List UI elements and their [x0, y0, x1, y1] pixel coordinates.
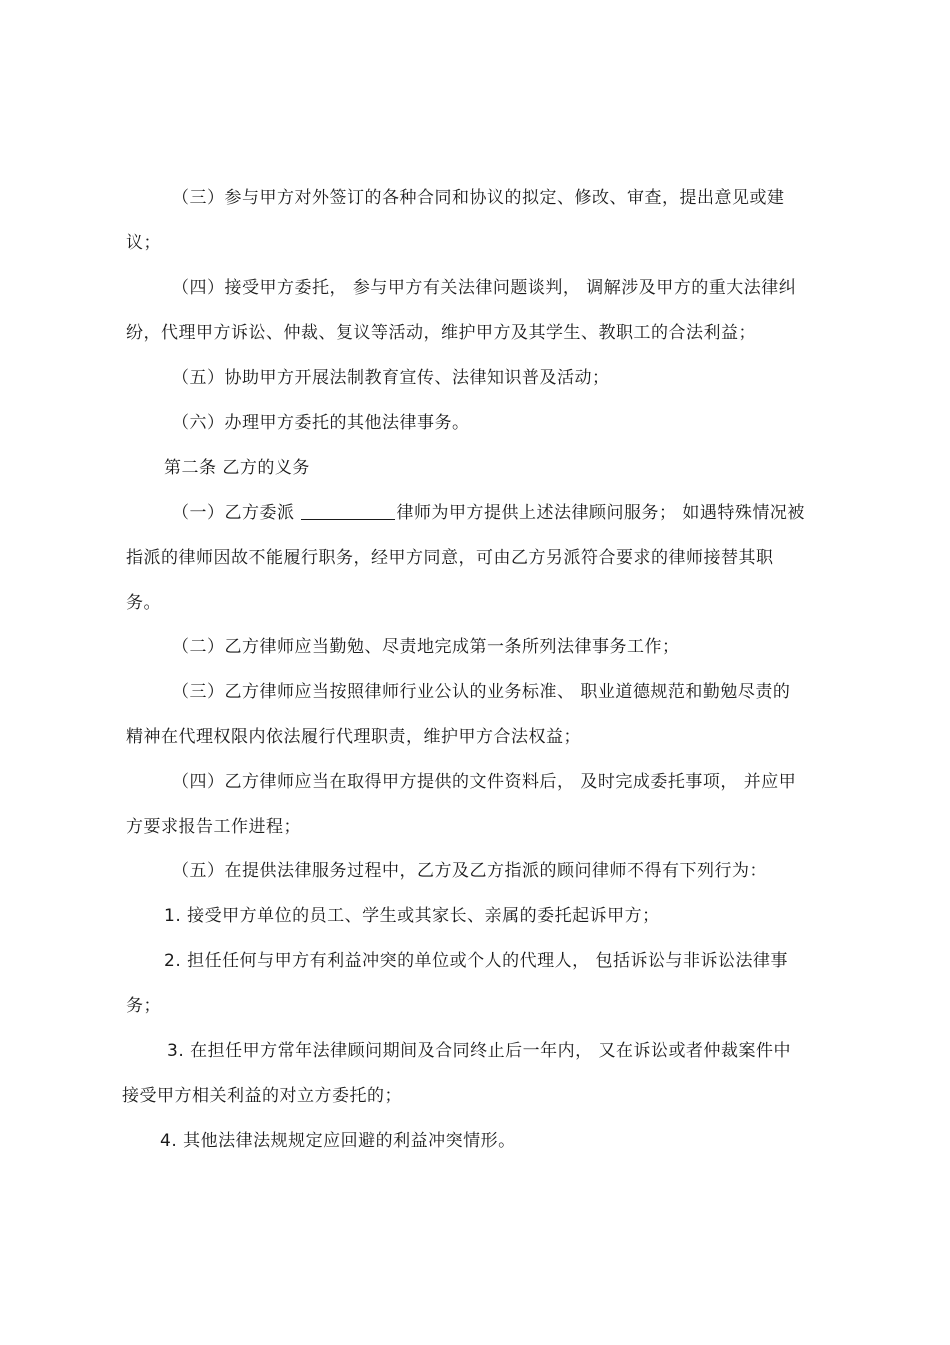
clause-1-item-3-line-1: （三）参与甲方对外签订的各种合同和协议的拟定、修改、审查，提出意见或建 [172, 188, 785, 208]
lawyer-name-blank [301, 503, 395, 520]
clause-2-item-3-line-2: 精神在代理权限内依法履行代理职责，维护甲方合法权益； [126, 727, 581, 747]
clause-1-item-4-line-1: （四）接受甲方委托， 参与甲方有关法律问题谈判， 调解涉及甲方的重大法律纠 [172, 278, 797, 298]
prohibition-item-2-line-1: 2. 担任任何与甲方有利益冲突的单位或个人的代理人， 包括诉讼与非诉讼法律事 [164, 951, 789, 971]
clause-2-item-5: （五）在提供法律服务过程中，乙方及乙方指派的顾问律师不得有下列行为： [172, 861, 767, 881]
clause-2-item-4-line-2: 方要求报告工作进程； [126, 817, 301, 837]
clause-2-item-1-suffix: 律师为甲方提供上述法律顾问服务； 如遇特殊情况被 [396, 503, 805, 523]
prohibition-item-3-line-2: 接受甲方相关利益的对立方委托的； [122, 1086, 402, 1106]
prohibition-item-1: 1. 接受甲方单位的员工、学生或其家长、亲属的委托起诉甲方； [164, 906, 660, 926]
prohibition-item-3-line-1: 3. 在担任甲方常年法律顾问期间及合同终止后一年内， 又在诉讼或者仲裁案件中 [167, 1041, 792, 1061]
prohibition-item-4: 4. 其他法律法规规定应回避的利益冲突情形。 [160, 1131, 516, 1151]
clause-2-heading: 第二条 乙方的义务 [164, 458, 310, 478]
clause-2-item-1-line-1 [172, 502, 805, 524]
clause-2-item-1-line-3: 务。 [126, 593, 161, 613]
clause-2-item-1-prefix: （一）乙方委派 [172, 503, 295, 523]
clause-1-item-3-line-2: 议； [126, 233, 161, 253]
clause-2-item-4-line-1: （四）乙方律师应当在取得甲方提供的文件资料后， 及时完成委托事项， 并应甲 [172, 772, 797, 792]
clause-1-item-6: （六）办理甲方委托的其他法律事务。 [172, 413, 470, 433]
clause-1-item-4-line-2: 纷，代理甲方诉讼、仲裁、复议等活动，维护甲方及其学生、教职工的合法利益； [126, 323, 756, 343]
clause-2-item-3-line-1: （三）乙方律师应当按照律师行业公认的业务标准、 职业道德规范和勤勉尽责的 [172, 682, 791, 702]
clause-2-item-1-line-2: 指派的律师因故不能履行职务，经甲方同意，可由乙方另派符合要求的律师接替其职 [126, 548, 774, 568]
clause-2-item-2: （二）乙方律师应当勤勉、尽责地完成第一条所列法律事务工作； [172, 637, 680, 657]
prohibition-item-2-line-2: 务； [126, 996, 161, 1016]
clause-1-item-5: （五）协助甲方开展法制教育宣传、法律知识普及活动； [172, 368, 610, 388]
